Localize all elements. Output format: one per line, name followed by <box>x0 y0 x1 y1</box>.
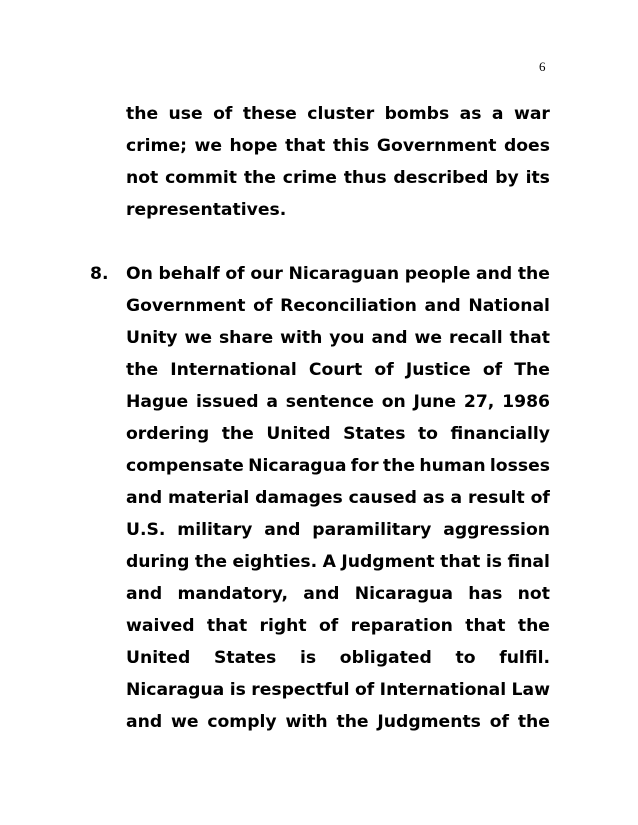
word: the <box>517 264 550 284</box>
word: the <box>243 168 276 188</box>
word: Nicaragua <box>248 456 347 476</box>
word: commit <box>165 168 238 188</box>
word: 1986 <box>502 392 550 412</box>
word: material <box>168 488 250 508</box>
word: crime <box>282 168 337 188</box>
word: the <box>336 712 369 732</box>
word: the <box>221 424 254 444</box>
word: with <box>280 328 323 348</box>
word: this <box>332 136 370 156</box>
word: of <box>213 104 233 124</box>
word: and <box>424 296 461 316</box>
word: Nicaragua <box>354 584 453 604</box>
word: human <box>419 456 486 476</box>
word: crime; <box>126 136 187 156</box>
word: caused <box>348 488 417 508</box>
paragraph-line <box>126 610 550 642</box>
word: Nicaragua <box>126 680 225 700</box>
paragraph-line <box>126 642 550 674</box>
word: Government <box>376 136 497 156</box>
paragraph-line <box>126 546 550 578</box>
word: and <box>371 328 408 348</box>
word: fulfil. <box>499 648 550 668</box>
word: war <box>513 104 550 124</box>
word: International <box>170 360 297 380</box>
word: these <box>242 104 297 124</box>
word: of <box>482 360 503 380</box>
word: the <box>382 456 415 476</box>
paragraph-line <box>126 386 550 418</box>
word: result <box>468 488 525 508</box>
word: reparation <box>350 616 453 636</box>
word: Hague <box>126 392 189 412</box>
word: of <box>318 616 339 636</box>
word: has <box>468 584 503 604</box>
word: the <box>517 712 550 732</box>
word: not <box>517 584 550 604</box>
paragraph-line <box>126 674 550 706</box>
word: on <box>381 392 406 412</box>
word: share <box>218 328 274 348</box>
word: and <box>126 712 163 732</box>
word: damages <box>255 488 343 508</box>
word: sentence <box>285 392 374 412</box>
word: does <box>503 136 550 156</box>
word: States <box>213 648 277 668</box>
word: States <box>343 424 406 444</box>
word: the <box>194 552 228 572</box>
paragraph-line <box>126 450 550 482</box>
item-paragraph <box>126 258 550 738</box>
word: thus <box>343 168 387 188</box>
word: recall <box>449 328 503 348</box>
word: a <box>450 488 463 508</box>
word: National <box>468 296 550 316</box>
word: and <box>264 520 301 540</box>
word: to <box>417 424 438 444</box>
word: and <box>476 264 513 284</box>
word: aggression <box>443 520 550 540</box>
word: for <box>350 456 379 476</box>
paragraph-line <box>126 98 550 130</box>
word: not <box>126 168 159 188</box>
word: obligated <box>339 648 432 668</box>
word: Court <box>308 360 363 380</box>
word: as <box>422 488 445 508</box>
word: United <box>266 424 331 444</box>
word: the <box>126 360 159 380</box>
paragraph-line <box>126 706 550 738</box>
word: that <box>465 616 506 636</box>
word: compensate <box>126 456 244 476</box>
word: that <box>206 616 248 636</box>
word: a <box>266 392 278 412</box>
word: Justice <box>405 360 471 380</box>
word: On <box>126 264 153 284</box>
word: June <box>413 392 457 412</box>
paragraph-line <box>126 514 550 546</box>
word: Reconciliation <box>280 296 417 316</box>
word: by <box>495 168 519 188</box>
word: you <box>329 328 365 348</box>
word: during <box>126 552 190 572</box>
item-number: 8. <box>90 264 109 284</box>
word: that <box>440 552 481 572</box>
paragraph-line <box>126 130 550 162</box>
word: Nicaraguan <box>288 264 400 284</box>
word: bombs <box>384 104 450 124</box>
word: is <box>485 552 502 572</box>
paragraph-line <box>126 354 550 386</box>
word: ordering <box>126 424 210 444</box>
word: cluster <box>307 104 375 124</box>
word: of <box>374 360 394 380</box>
word: is <box>299 648 317 668</box>
word: U.S. <box>126 520 166 540</box>
word: United <box>126 648 191 668</box>
paragraph-line <box>126 482 550 514</box>
word: and <box>126 584 163 604</box>
word: and <box>303 584 340 604</box>
word: Judgment <box>341 552 435 572</box>
word: waived <box>126 616 195 636</box>
word: hope <box>229 136 278 156</box>
paragraph-line <box>126 162 550 194</box>
paragraph-line: representatives. <box>126 200 287 220</box>
word: we <box>194 136 223 156</box>
word: respectful <box>251 680 350 700</box>
word: Unity <box>126 328 178 348</box>
word: financially <box>450 424 550 444</box>
word: issued <box>196 392 259 412</box>
word: of <box>354 680 375 700</box>
word: of <box>253 296 273 316</box>
word: losses <box>489 456 550 476</box>
word: a <box>491 104 504 124</box>
word: behalf <box>158 264 220 284</box>
word: with <box>285 712 328 732</box>
word: that <box>509 328 550 348</box>
word: military <box>177 520 253 540</box>
word: use <box>168 104 203 124</box>
paragraph-line <box>126 578 550 610</box>
paragraph-line <box>126 322 550 354</box>
word: we <box>170 712 199 732</box>
word: International <box>379 680 507 700</box>
word: mandatory, <box>177 584 288 604</box>
word: right <box>259 616 307 636</box>
continuation-paragraph <box>126 98 550 226</box>
word: eighties. <box>232 552 318 572</box>
word: of <box>225 264 245 284</box>
word: 27, <box>463 392 495 412</box>
word: paramilitary <box>312 520 432 540</box>
word: we <box>414 328 443 348</box>
word: the <box>126 104 159 124</box>
paragraph-line <box>126 258 550 290</box>
word: and <box>126 488 163 508</box>
word: is <box>229 680 246 700</box>
word: people <box>404 264 471 284</box>
word: of <box>489 712 510 732</box>
word: as <box>459 104 482 124</box>
word: to <box>455 648 476 668</box>
paragraph-line <box>126 418 550 450</box>
word: we <box>184 328 212 348</box>
word: Government <box>126 296 246 316</box>
word: Judgments <box>377 712 481 732</box>
word: Law <box>511 680 550 700</box>
word: the <box>517 616 550 636</box>
word: described <box>393 168 489 188</box>
word: The <box>514 360 550 380</box>
word: final <box>507 552 550 572</box>
paragraph-line <box>126 290 550 322</box>
word: that <box>285 136 326 156</box>
word: comply <box>207 712 277 732</box>
word: our <box>250 264 283 284</box>
word: A <box>322 552 336 572</box>
page-number: 6 <box>539 59 546 74</box>
word: its <box>525 168 550 188</box>
word: of <box>530 488 550 508</box>
